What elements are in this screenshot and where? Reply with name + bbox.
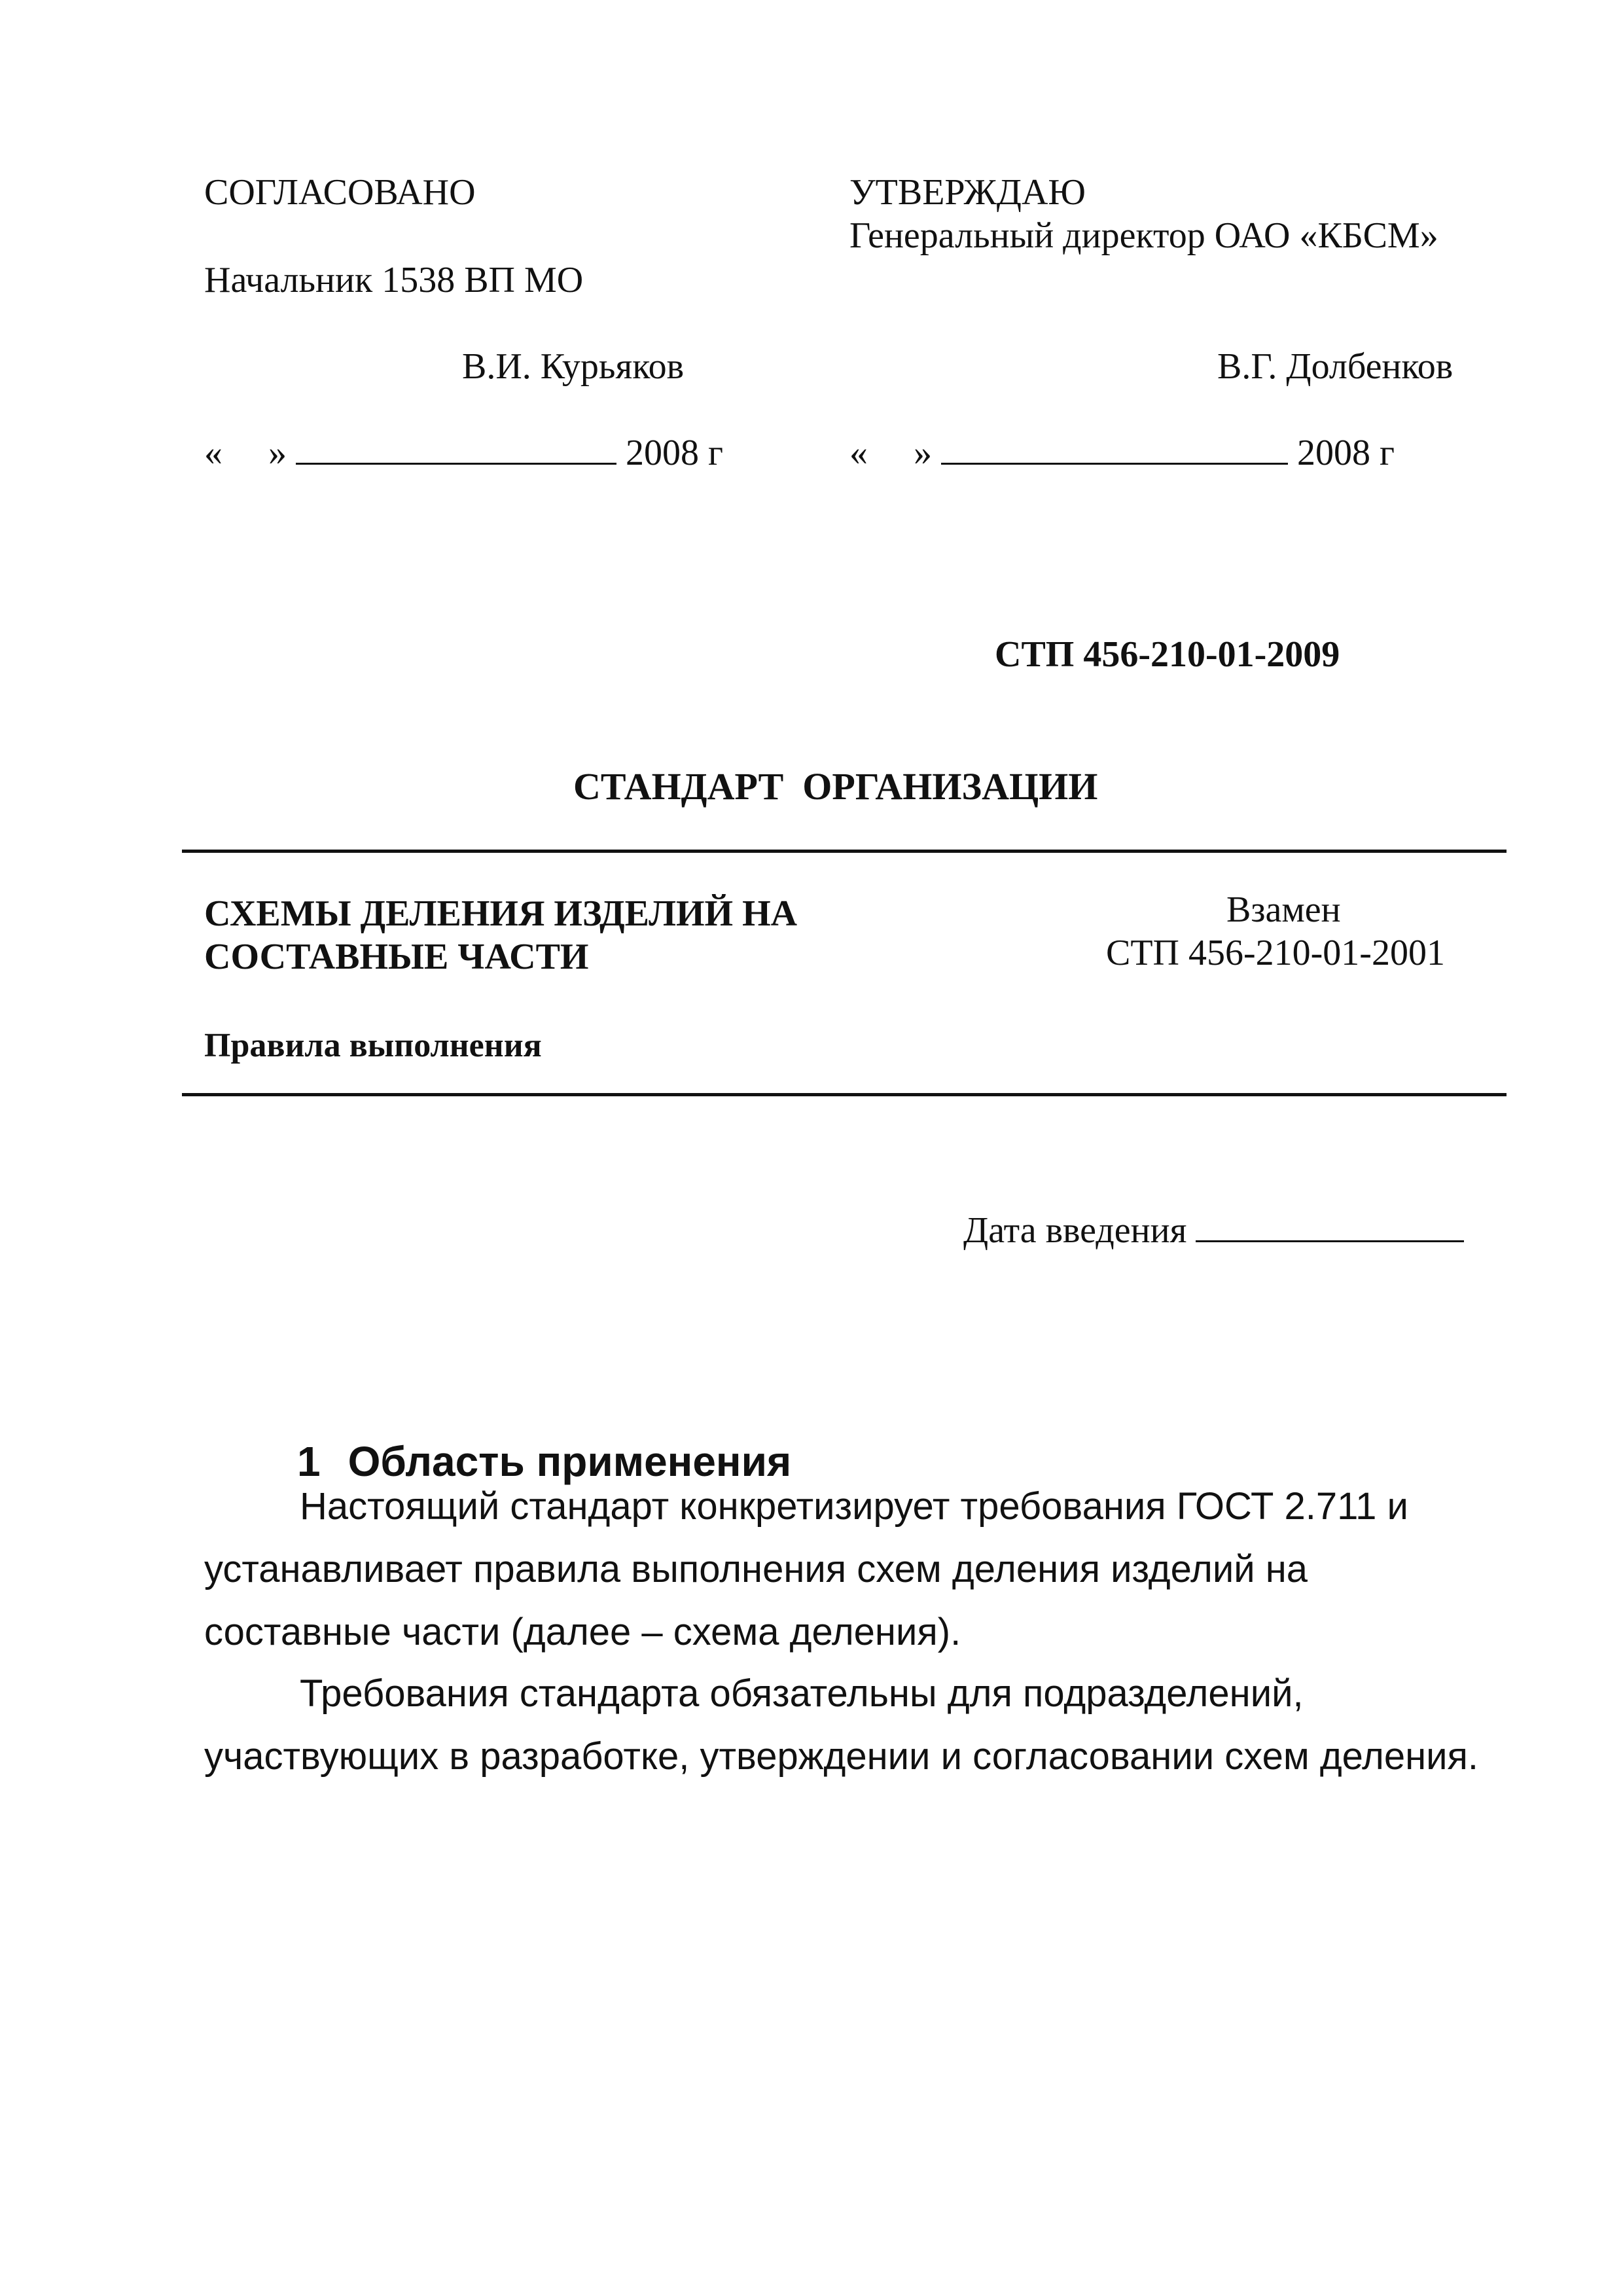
date-year: 2008 г [626,433,723,473]
replaces-code: СТП 456-210-01-2001 [1106,933,1445,973]
top-rule [182,850,1507,853]
date-open-quote: « [204,433,223,473]
introduction-date-label: Дата введения [963,1210,1187,1251]
introduction-date [963,1210,1464,1251]
date-close-quote: » [268,433,287,473]
bottom-rule [182,1093,1507,1096]
title-line-1: СХЕМЫ ДЕЛЕНИЯ ИЗДЕЛИЙ НА [204,893,798,934]
section-number: 1 [297,1438,321,1485]
introduction-date-blank [1196,1214,1464,1242]
approval-left-signatory: В.И. Курьяков [462,346,685,387]
section-paragraph-2: Требования стандарта обязательны для подразделений, участвующих в разработке, утверждении и согласовании схем деления. [204,1672,1479,1778]
approval-left-date [204,432,723,474]
approval-right-heading: УТВЕРЖДАЮ [849,172,1086,213]
date-open-quote: « [849,433,868,473]
approval-left-heading: СОГЛАСОВАНО [204,172,476,213]
document-code: СТП 456-210-01-2009 [995,634,1340,675]
document-type: СТАНДАРТ ОРГАНИЗАЦИИ [573,765,1098,808]
section-title: Область применения [348,1438,792,1485]
subtitle: Правила выполнения [204,1027,542,1064]
date-month-blank [296,437,616,465]
title-line-2: СОСТАВНЫЕ ЧАСТИ [204,937,589,977]
section-paragraph-1: Настоящий стандарт конкретизирует требования ГОСТ 2.711 и устанавливает правила выполнения схем деления изделий на составные части (далее – схема деления). [204,1485,1408,1653]
approval-left-position: Начальник 1538 ВП МО [204,260,584,300]
date-month-blank [941,437,1288,465]
approval-right-position: Генеральный директор ОАО «КБСМ» [849,215,1438,256]
date-close-quote: » [914,433,932,473]
replaces-label: Взамен [1226,889,1341,930]
date-year: 2008 г [1297,433,1395,473]
approval-right-date [849,432,1395,474]
approval-right-signatory: В.Г. Долбенков [1217,346,1454,387]
